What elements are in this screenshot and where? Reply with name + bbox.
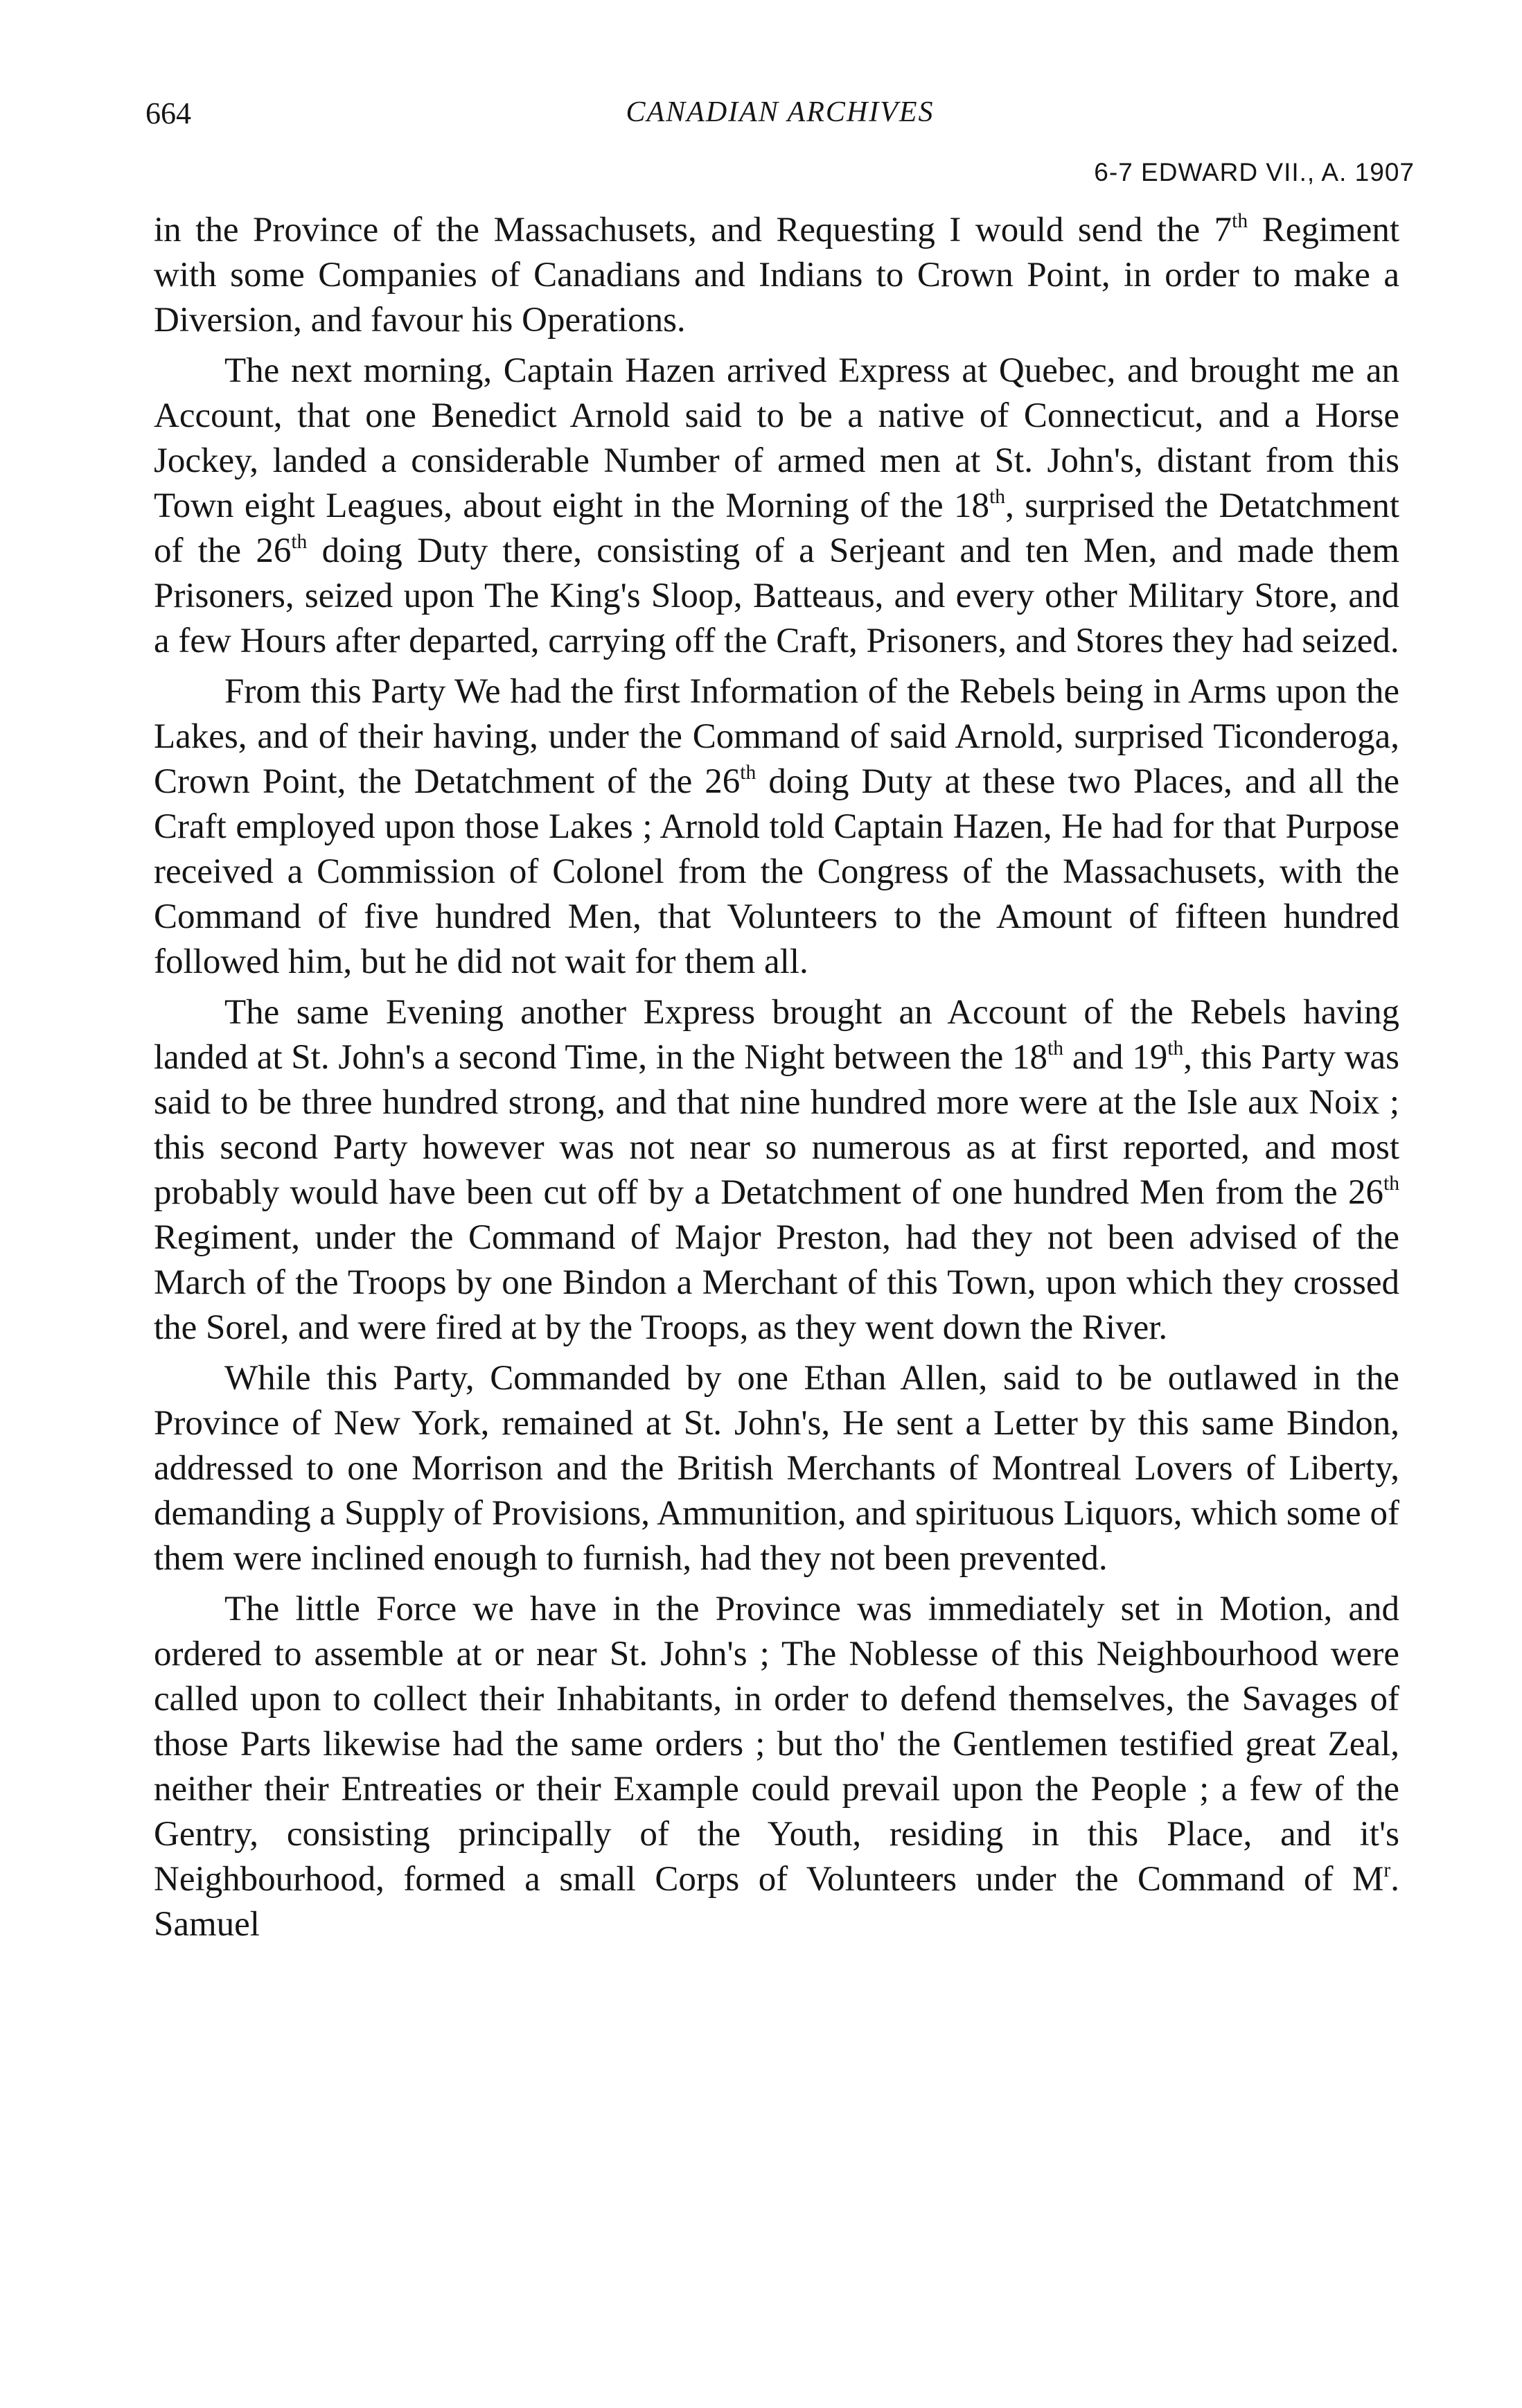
- text-run: doing Duty at these two Places, and all the Craft employed upon those Lakes ; Arnold told Captain Hazen, He had for that Purpose received a Commission of Colonel from the Congress of the Massachusets, with the Command of five hundred Men, that Volunteers to the Amount of fifteen hundred followed him, but he did not wait for them all.: [154, 762, 1399, 981]
- superscript: th: [1047, 1037, 1064, 1060]
- text-run: in the Province of the Massachusets, and Requesting I would send the 7: [154, 211, 1232, 249]
- superscript: th: [989, 485, 1006, 508]
- journal-title: CANADIAN ARCHIVES: [626, 96, 935, 128]
- body-text: [154, 208, 1399, 1953]
- text-run: The little Force we have in the Province was immediately set in Motion, and ordered to assemble at or near St. John's ; The Noblesse of this Neighbourhood were called upon to collect their Inhabitants, in order to defend themselves, the Savages of those Parts likewise had the same orders ; but tho' the Gentlemen testified great Zeal, neither their Entreaties or their Example could prevail upon the People ; a few of the Gentry, consisting principally of the Youth, residing in this Place, and it's Neighbourhood, formed a small Corps of Volunteers under the Command of M: [154, 1590, 1399, 1899]
- text-run: Regiment with some Companies of Canadians and Indians to Crown Point, in order to make a Diversion, and favour his Operations.: [154, 211, 1399, 340]
- session-line: 6-7 EDWARD VII., A. 1907: [1094, 158, 1415, 186]
- text-run: While this Party, Commanded by one Ethan Allen, said to be outlawed in the Province of New York, remained at St. John's, He sent a Letter by this same Bindon, addressed to one Morrison and the British Merchants of Montreal Lovers of Liberty, demanding a Supply of Provisions, Ammunition, and spirituous Liquors, which some of them were inclined enough to furnish, had they not been prevented.: [154, 1359, 1399, 1578]
- text-run: doing Duty there, consisting of a Serjeant and ten Men, and made them Prisoners, seized upon The King's Sloop, Batteaus, and every other Military Store, and a few Hours after departed, carrying off the Craft, Prisoners, and Stores they had seized.: [154, 531, 1399, 660]
- text-run: and 19: [1063, 1038, 1168, 1077]
- paragraph: [154, 1356, 1399, 1581]
- superscript: th: [740, 761, 756, 784]
- text-run: , surprised the Detatchment of the 26: [154, 486, 1399, 570]
- superscript: th: [1167, 1037, 1184, 1060]
- superscript: th: [1232, 209, 1248, 232]
- paragraph: [154, 349, 1399, 664]
- paragraph: [154, 990, 1399, 1351]
- text-run: Regiment, under the Command of Major Preston, had they not been advised of the March of the Troops by one Bindon a Merchant of this Town, upon which they crossed the Sorel, and were fired at by the Troops, as they went down the River.: [154, 1218, 1399, 1347]
- text-run: , this Party was said to be three hundred strong, and that nine hundred more were at the Isle aux Noix ; this second Party however was not near so numerous as at first reported, and most probably would have been cut off by a Detatchment of one hundred Men from the 26: [154, 1038, 1400, 1212]
- paragraph: [154, 669, 1399, 985]
- running-head: [145, 96, 1415, 137]
- superscript: r: [1383, 1858, 1391, 1881]
- text-run: The next morning, Captain Hazen arrived Express at Quebec, and brought me an Account, that one Benedict Arnold said to be a native of Connecticut, and a Horse Jockey, landed a considerable Number of armed men at St. John's, distant from this Town eight Leagues, about eight in the Morning of the 18: [154, 351, 1399, 525]
- paragraph: [154, 1587, 1399, 1947]
- page-number: 664: [145, 96, 191, 130]
- superscript: th: [1383, 1172, 1399, 1195]
- paragraph: [154, 208, 1399, 343]
- text-run: . Samuel: [154, 1860, 1399, 1944]
- text-run: From this Party We had the first Information of the Rebels being in Arms upon the Lakes, and of their having, under the Command of said Arnold, surprised Ticonderoga, Crown Point, the Detatchment of the 26: [154, 672, 1399, 801]
- superscript: th: [291, 530, 308, 553]
- text-run: The same Evening another Express brought an Account of the Rebels having landed at St. John's a second Time, in the Night between the 18: [154, 993, 1399, 1077]
